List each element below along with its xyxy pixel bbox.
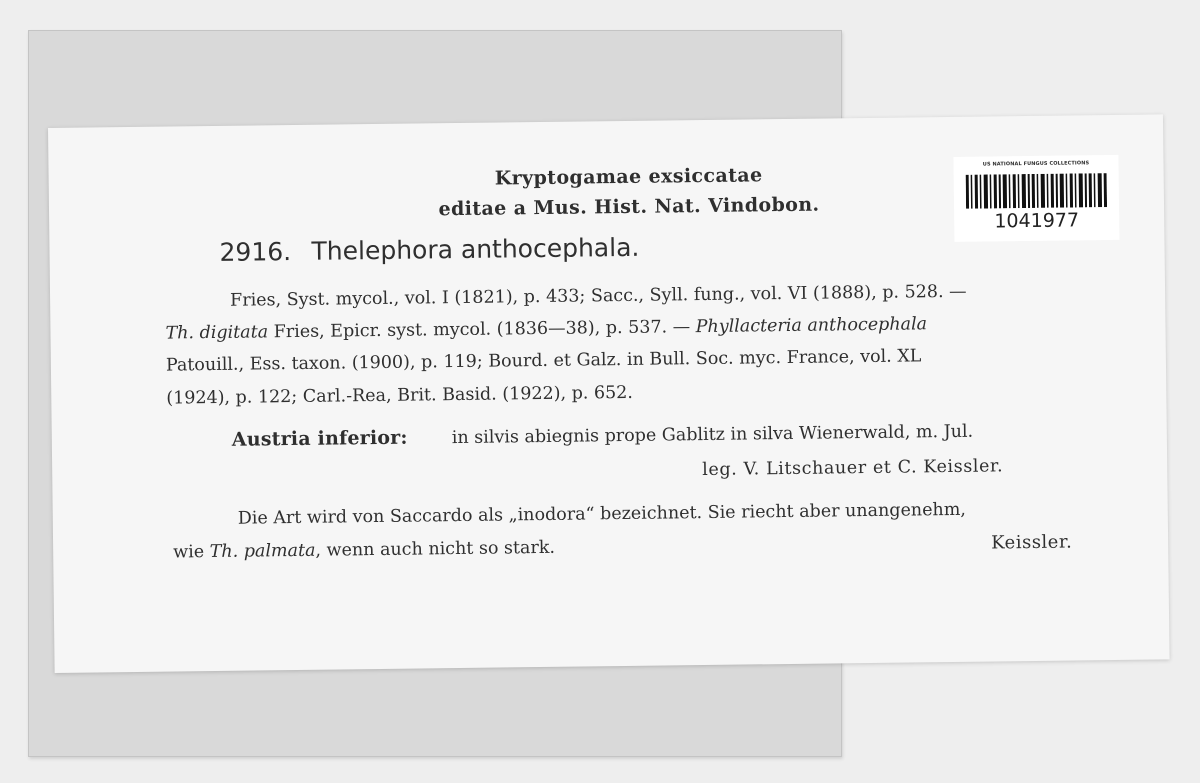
barcode-icon	[966, 173, 1107, 209]
barcode-number: 1041977	[994, 209, 1080, 233]
reference-line-2-text: Fries, Epicr. syst. mycol. (1836—38), p. 537. —	[267, 317, 696, 343]
reference-line-4: (1924), p. 122; Carl.-Rea, Brit. Basid. (1922), p. 652.	[166, 382, 634, 409]
synonym-digitata: Th. digitata	[165, 322, 269, 344]
locality-region: Austria inferior:	[231, 426, 408, 451]
note-line-2-prefix: wie	[173, 542, 210, 563]
note-line-2-text: , wenn auch nicht so stark.	[315, 537, 556, 561]
note-line-1: Die Art wird von Saccardo als „inodora“ bezeichnet. Sie riecht aber unangenehm,	[237, 499, 967, 529]
note-line-2	[173, 538, 555, 563]
locality-description: in silvis abiegnis prope Gablitz in silva Wienerwald, m. Jul.	[451, 421, 974, 449]
reference-line-1: Fries, Syst. mycol., vol. I (1821), p. 433; Sacc., Syll. fung., vol. VI (1888), p. 528. —	[230, 281, 967, 311]
exsiccata-number: 2916.	[219, 237, 292, 267]
barcode-institution: US NATIONAL FUNGUS COLLECTIONS	[982, 160, 1090, 168]
label-header-line1: Kryptogamae exsiccatae	[494, 164, 763, 190]
reference-line-2	[165, 314, 927, 343]
synonym-phyllacteria: Phyllacteria anthocephala	[695, 314, 928, 338]
species-name: Thelephora anthocephala.	[311, 232, 640, 266]
label-header-line2: editae a Mus. Hist. Nat. Vindobon.	[438, 193, 820, 221]
barcode-label	[953, 155, 1119, 242]
note-species-italic: Th. palmata	[209, 540, 316, 563]
note-signature: Keissler.	[991, 531, 1073, 554]
collectors: leg. V. Litschauer et C. Keissler.	[702, 456, 1004, 481]
specimen-label	[48, 114, 1170, 673]
reference-line-3: Patouill., Ess. taxon. (1900), p. 119; Bourd. et Galz. in Bull. Soc. myc. France, vol. XL	[165, 346, 922, 376]
